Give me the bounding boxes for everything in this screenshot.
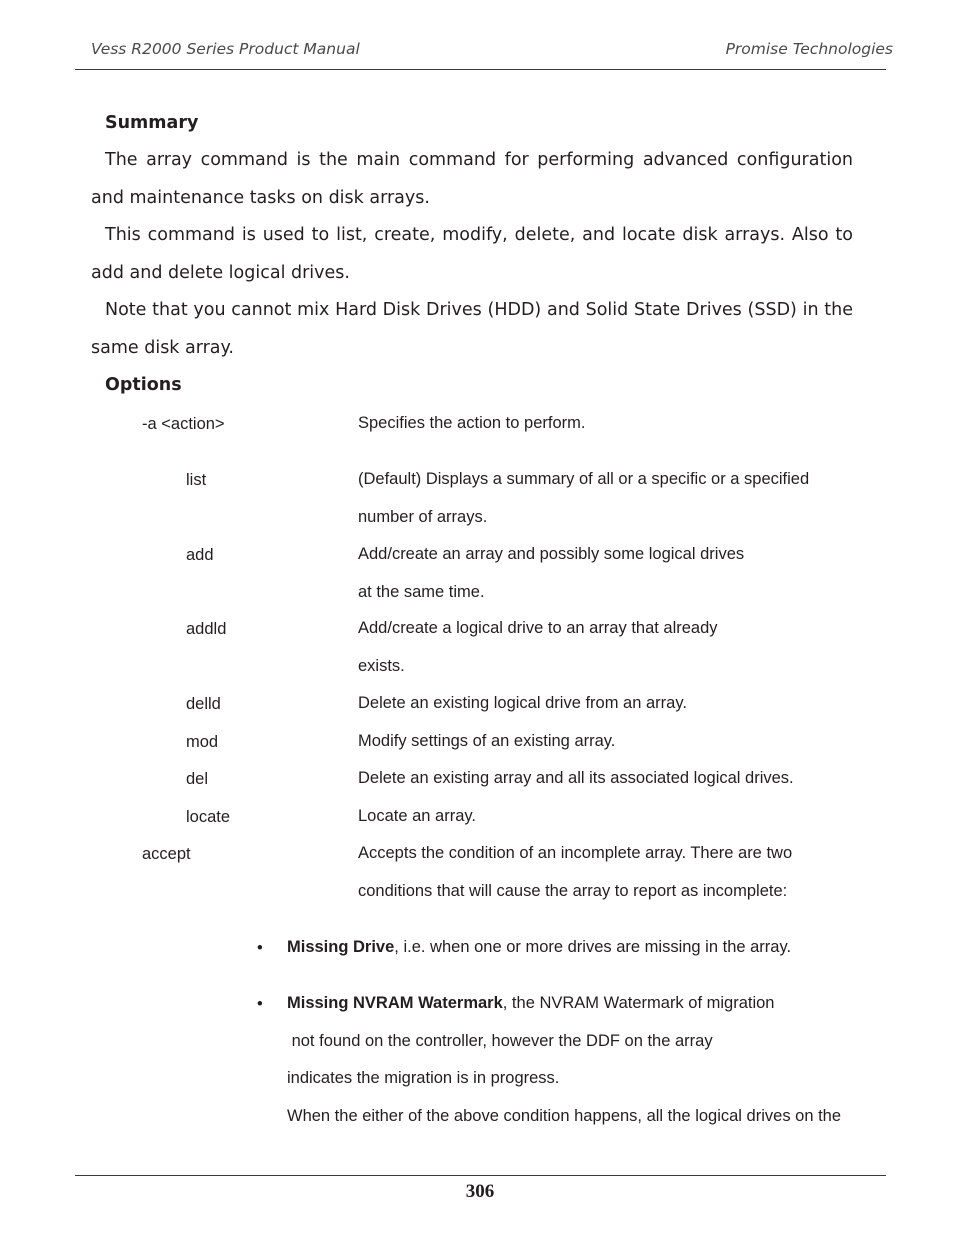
header-manual-title: Vess R2000 Series Product Manual [91, 40, 360, 58]
header-company-name: Promise Technologies [725, 40, 893, 58]
option-name: accept [142, 845, 191, 863]
option-description: Specifies the action to perform. [358, 414, 586, 432]
option-description: Delete an existing array and all its associated logical drives. [358, 769, 794, 787]
option-name: mod [186, 733, 219, 751]
bullet-item: Missing NVRAM Watermark, the NVRAM Watermark of migration not found on the controller, however the DDF on the array indicates the migration is in progress. When the either of the above condition happens, all the logical drives on the [287, 994, 842, 1125]
option-name: add [186, 546, 214, 564]
header-divider [75, 69, 886, 70]
page-number: 306 [465, 1181, 495, 1202]
summary-paragraph: Note that you cannot mix Hard Disk Drives (HDD) and Solid State Drives (SSD) in the same disk array. [91, 300, 853, 358]
option-name: locate [186, 808, 231, 826]
footer-divider [75, 1175, 886, 1176]
option-name: -a <action> [142, 415, 225, 433]
option-name: addld [186, 620, 227, 638]
options-heading: Options [105, 375, 182, 395]
bullet-item: Missing Drive, i.e. when one or more drives are missing in the array. [287, 938, 792, 956]
option-description: Add/create an array and possibly some logical drives at the same time. [358, 545, 745, 601]
bullet-bold-term: Missing Drive [287, 938, 395, 956]
option-name: del [186, 770, 209, 788]
option-description: Modify settings of an existing array. [358, 732, 616, 750]
option-description: (Default) Displays a summary of all or a specific or a specified number of arrays. [358, 470, 810, 526]
bullet-marker: • [257, 995, 263, 1013]
option-name: list [186, 471, 207, 489]
summary-paragraph: The array command is the main command for performing advanced configuration and maintenance tasks on disk arrays. [91, 150, 853, 208]
summary-paragraph: This command is used to list, create, modify, delete, and locate disk arrays. Also to add and delete logical drives. [91, 225, 853, 283]
option-description: Accepts the condition of an incomplete array. There are two conditions that will cause the array to report as incomplete: [358, 844, 793, 900]
option-name: delld [186, 695, 221, 713]
bullet-bold-term: Missing NVRAM Watermark [287, 994, 503, 1012]
summary-heading: Summary [105, 113, 199, 133]
option-description: Delete an existing logical drive from an array. [358, 694, 687, 712]
bullet-marker: • [257, 939, 263, 957]
option-description: Locate an array. [358, 807, 477, 825]
option-description: Add/create a logical drive to an array that already exists. [358, 619, 718, 675]
